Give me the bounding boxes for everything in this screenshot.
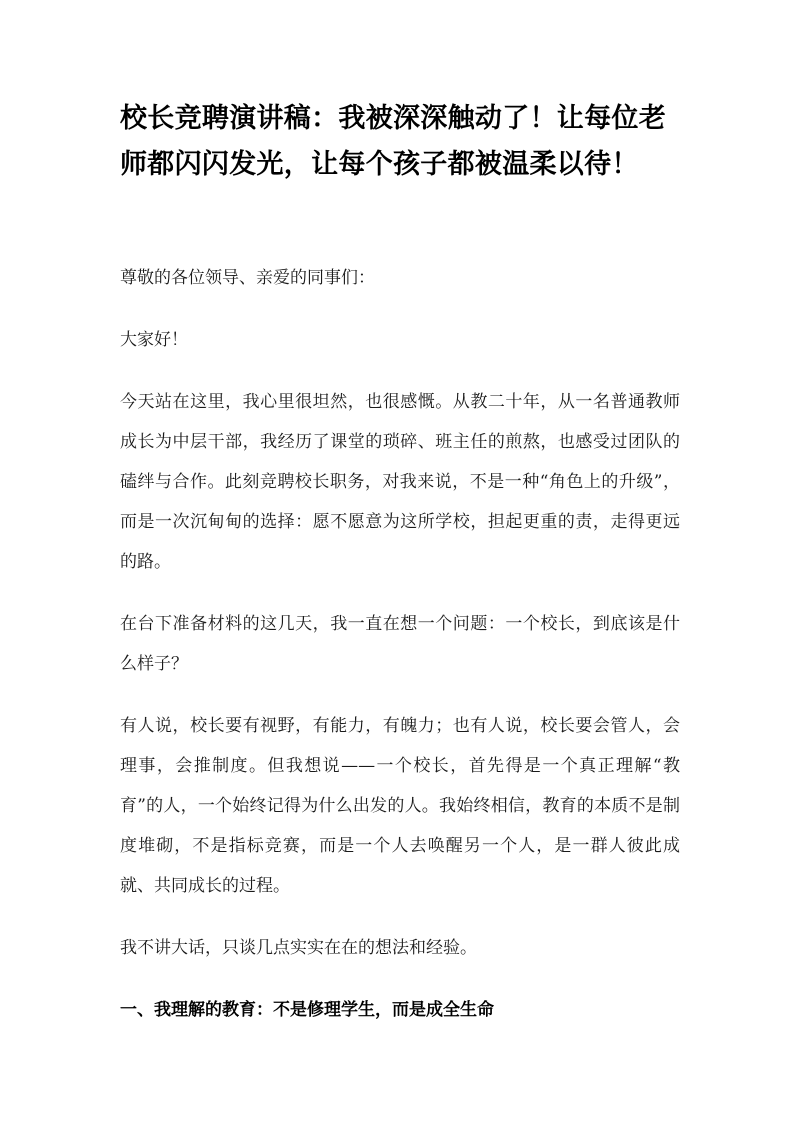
section-heading: 一、我理解的教育：不是修理学生，而是成全生命	[120, 1000, 494, 1020]
greeting-paragraph: 大家好！	[120, 330, 188, 350]
body-paragraph: 今天站在这里，我心里很坦然，也很感慨。从教二十年，从一名普通教师成长为中层干部，我经历了课堂的琐碎、班主任的煎熬，也感受过团队的磕绊与合作。此刻竞聘校长职务，对我来说，不是一种“角色上的升级”，而是一次沉甸甸的选择：愿不愿意为这所学校，担起更重的责，走得更远的路。	[120, 392, 680, 572]
document-title: 校长竞聘演讲稿：我被深深触动了！让每位老师都闪闪发光，让每个孩子都被温柔以待！	[120, 103, 666, 180]
body-paragraph: 我不讲大话，只谈几点实实在在的想法和经验。	[120, 938, 477, 958]
body-paragraph: 在台下准备材料的这几天，我一直在想一个问题：一个校长，到底该是什么样子？	[120, 614, 680, 674]
salutation-paragraph: 尊敬的各位领导、亲爱的同事们：	[120, 268, 375, 288]
document-body	[120, 258, 680, 1030]
document-content	[120, 96, 680, 1030]
body-paragraph: 有人说，校长要有视野，有能力，有魄力；也有人说，校长要会管人，会理事，会推制度。但我想说——一个校长，首先得是一个真正理解“教育”的人，一个始终记得为什么出发的人。我始终相信，教育的本质不是制度堆砌，不是指标竞赛，而是一个人去唤醒另一个人，是一群人彼此成就、共同成长的过程。	[120, 716, 680, 896]
